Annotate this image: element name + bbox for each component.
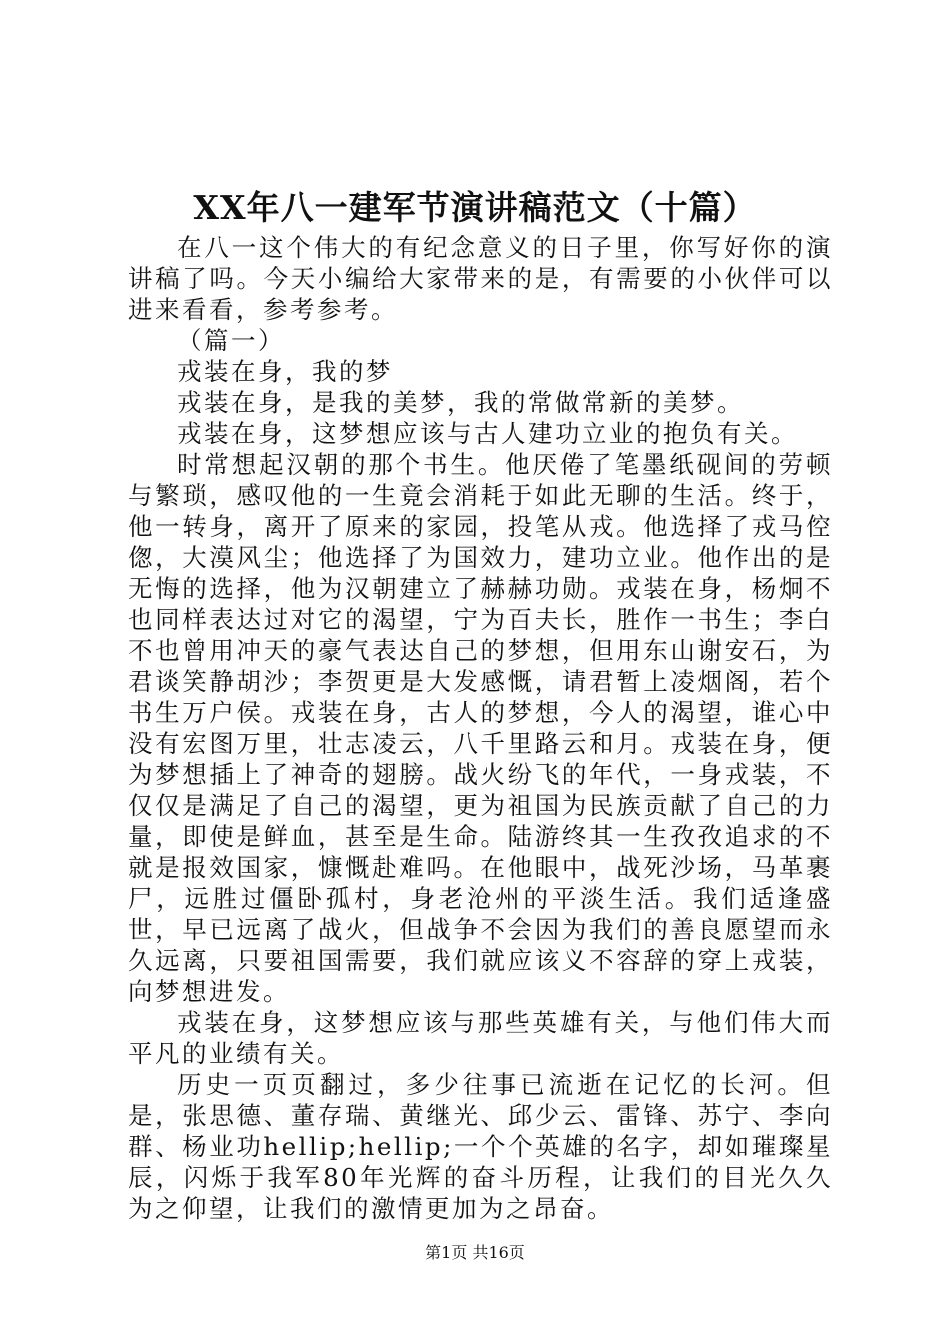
section-heading: （篇一）: [177, 326, 285, 355]
document-title: XX年八一建军节演讲稿范文（十篇）: [193, 188, 757, 227]
body-paragraph: 戎装在身，这梦想应该与古人建功立业的抱负有关。: [177, 419, 798, 448]
intro-paragraph: 在八一这个伟大的有纪念意义的日子里，你写好你的演讲稿了吗。今天小编给大家带来的是，有需要的小伙伴可以进来看看，参考参考。: [128, 233, 833, 324]
speech-subtitle: 戎装在身，我的梦: [177, 357, 393, 386]
body-paragraph: 时常想起汉朝的那个书生。他厌倦了笔墨纸砚间的劳顿与繁琐，感叹他的一生竟会消耗于如此无聊的生活。终于，他一转身，离开了原来的家园，投笔从戎。他选择了戎马倥偬，大漠风尘；他选择了为国效力，建功立业。他作出的是无悔的选择，他为汉朝建立了赫赫功勋。戎装在身，杨炯不也同样表达过对它的渴望，宁为百夫长，胜作一书生；李白不也曾用冲天的豪气表达自己的梦想，但用东山谢安石，为君谈笑静胡沙；李贺更是大发感慨，请君暂上凌烟阁，若个书生万户侯。戎装在身，古人的梦想，今人的渴望，谁心中没有宏图万里，壮志凌云，八千里路云和月。戎装在身，便为梦想插上了神奇的翅膀。战火纷飞的年代，一身戎装，不仅仅是满足了自己的渴望，更为祖国为民族贡献了自己的力量，即使是鲜血，甚至是生命。陆游终其一生孜孜追求的不就是报效国家，慷慨赴难吗。在他眼中，战死沙场，马革裹尸，远胜过僵卧孤村，身老沧州的平淡生活。我们适逢盛世，早已远离了战火，但战争不会因为我们的善良愿望而永久远离，只要祖国需要，我们就应该义不容辞的穿上戎装，向梦想进发。: [128, 450, 833, 1006]
page-number-footer: 第1页 共16页: [425, 1243, 525, 1262]
body-paragraph: 戎装在身，是我的美梦，我的常做常新的美梦。: [177, 388, 744, 417]
body-paragraph: 历史一页页翻过，多少往事已流逝在记忆的长河。但是，张思德、董存瑞、黄继光、邱少云、雷锋、苏宁、李向群、杨业功hellip;hellip;一个个英雄的名字，却如璀璨星辰，闪烁于我军80年光辉的奋斗历程，让我们的目光久久为之仰望，让我们的激情更加为之昂奋。: [128, 1070, 833, 1223]
document-body: [128, 232, 833, 1224]
body-paragraph: 戎装在身，这梦想应该与那些英雄有关，与他们伟大而平凡的业绩有关。: [128, 1008, 833, 1068]
